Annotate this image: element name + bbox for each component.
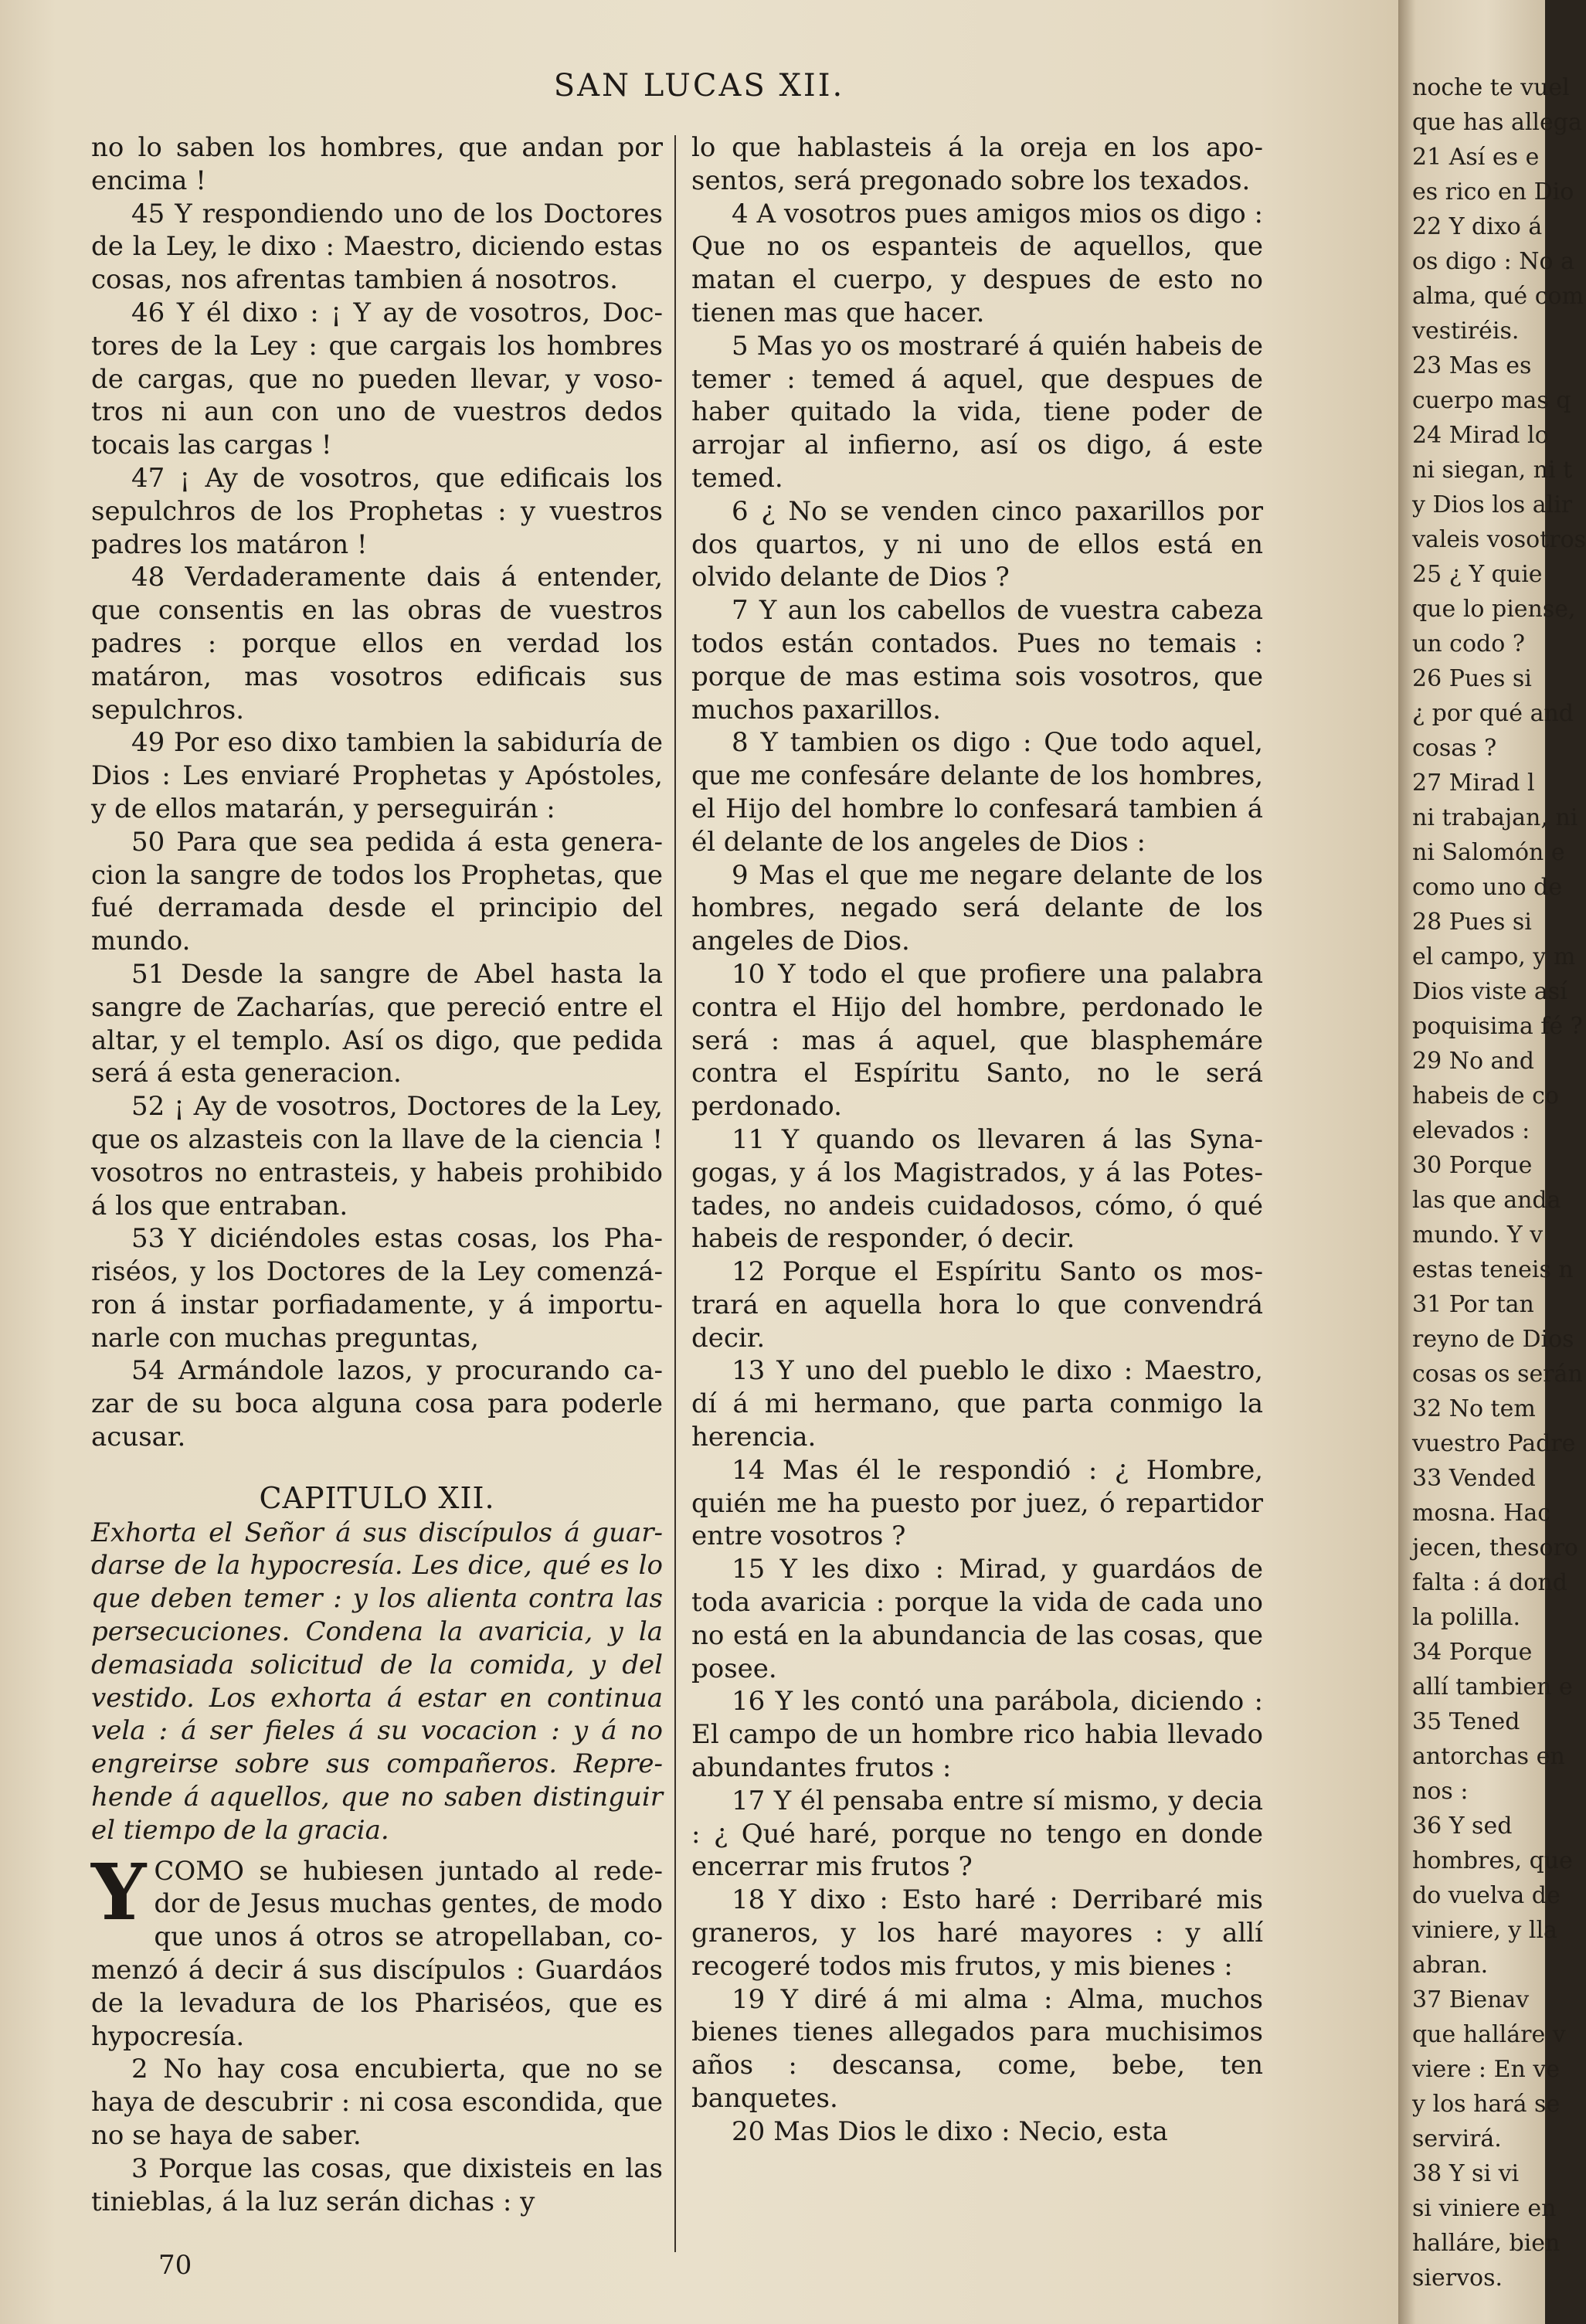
adjacent-page-line: viniere, y lla — [1412, 1917, 1557, 1944]
verse-paragraph: 49 Por eso dixo tambien la sabiduría de Dios : Les enviaré Prophetas y Apóstoles, y de ellos matarán, y perseguirán : — [91, 727, 663, 824]
verse-paragraph: 12 Porque el Espíritu Santo os mostrará en aquella hora lo que convendrá decir. — [691, 1256, 1263, 1354]
verse-paragraph: 5 Mas yo os mostraré á quién habeis de temer : temed á aquel, que despues de haber quitado la vida, tiene poder de arrojar al infierno, así os digo, á este temed. — [691, 330, 1263, 494]
verse-paragraph: 9 Mas el que me negare delante de los hombres, negado será delante de los angeles de Dios. — [691, 859, 1263, 957]
adjacent-page-line: y Dios los alir — [1412, 491, 1573, 518]
adjacent-page-line: y los hará se — [1412, 2091, 1561, 2118]
adjacent-page-line: cosas ? — [1412, 735, 1497, 762]
verse-paragraph: 2 No hay cosa encubierta, que no se haya de descubrir : ni cosa escondida, que no se haya de saber. — [91, 2054, 663, 2152]
chapter-summary: Exhorta el Señor á sus discípulos á guardarse de la hypocresía. Les dice, qué es lo que deben temer : y los alienta contra las persecuciones. Condena la avaricia, y la demasiada solicitud de la comida, y del vestido. Los exhorta á estar en continua vela : á ser fieles á su vocacion : y á no engreirse sobre sus compañeros. Reprehende á aquellos, que no saben distinguir el tiempo de la gracia. — [91, 1517, 663, 1846]
adjacent-page-line: 25 ¿ Y quie — [1412, 561, 1543, 588]
column-divider — [674, 135, 676, 2252]
verse-paragraph: 54 Armándole lazos, y procurando cazar de su boca alguna cosa para poderle acusar. — [91, 1355, 663, 1453]
verse-paragraph: 52 ¡ Ay de vosotros, Doctores de la Ley, que os alzasteis con la llave de la ciencia ! vosotros no entrasteis, y habeis prohibido á los que entraban. — [91, 1091, 663, 1221]
first-verse — [91, 1846, 663, 2054]
verses-before-chapter — [91, 131, 663, 1454]
verse-paragraph: 46 Y él dixo : ¡ Y ay de vosotros, Doctores de la Ley : que cargais los hombres de cargas, que no pueden llevar, y vosotros ni aun con uno de vuestros dedos tocais las cargas ! — [91, 297, 663, 461]
adjacent-page-line: que lo piense, — [1412, 596, 1576, 623]
verse-paragraph: 16 Y les contó una parábola, diciendo : El campo de un hombre rico habia llevado abundantes frutos : — [691, 1686, 1263, 1784]
adjacent-page-line: halláre, bien — [1412, 2230, 1561, 2257]
verse-paragraph: 20 Mas Dios le dixo : Necio, esta — [732, 2115, 1168, 2147]
verses-after-chapter — [91, 2053, 663, 2218]
adjacent-page-edge — [1398, 0, 1586, 2324]
adjacent-page-line: viere : En ve — [1412, 2056, 1561, 2083]
adjacent-page-line: antorchas en — [1412, 1743, 1565, 1770]
page-number: 70 — [158, 2250, 192, 2281]
adjacent-page-line: falta : á dond — [1412, 1569, 1567, 1596]
adjacent-page-line: ¿ por qué and — [1412, 700, 1574, 727]
adjacent-page-line: habeis de co — [1412, 1082, 1560, 1109]
adjacent-page-line: 23 Mas es — [1412, 352, 1532, 379]
adjacent-page-line: las que anda — [1412, 1187, 1561, 1214]
adjacent-page-line: os digo : No a — [1412, 248, 1574, 275]
adjacent-page-line: 29 No and — [1412, 1048, 1534, 1075]
verse-paragraph: 10 Y todo el que profiere una palabra contra el Hijo del hombre, perdonado le será : mas á aquel, que blasphemáre contra el Espíritu Santo, no le será perdonado. — [691, 958, 1263, 1123]
verse-paragraph: 8 Y tambien os digo : Que todo aquel, que me confesáre delante de los hombres, el Hijo del hombre lo confesará tambien á él delante de los angeles de Dios : — [691, 727, 1263, 858]
adjacent-page-line: un codo ? — [1412, 630, 1525, 657]
adjacent-page-line: vestiréis. — [1412, 318, 1520, 345]
adjacent-page-line: 34 Porque — [1412, 1639, 1533, 1666]
verse-paragraph: 17 Y él pensaba entre sí mismo, y decia : ¿ Qué haré, porque no tengo en donde encerrar mis frutos ? — [691, 1785, 1263, 1883]
adjacent-page-line: 35 Tened — [1412, 1708, 1520, 1735]
adjacent-page-line: 26 Pues si — [1412, 665, 1532, 692]
adjacent-page-line: ni trabajan, ni — [1412, 804, 1578, 831]
running-header: SAN LUCAS XII. — [553, 68, 845, 104]
adjacent-page-line: cosas os serán — [1412, 1361, 1583, 1388]
verse-paragraph: 14 Mas él le respondió : ¿ Hombre, quién me ha puesto por juez, ó repartidor entre vosotros ? — [691, 1454, 1263, 1552]
adjacent-page-line: hombres, que — [1412, 1847, 1573, 1874]
verse-paragraph: 51 Desde la sangre de Abel hasta la sangre de Zacharías, que pereció entre el altar, y el templo. Así os digo, que pedida será á esta generacion. — [91, 958, 663, 1089]
adjacent-page-line: elevados : — [1412, 1117, 1530, 1144]
verse-paragraph: 45 Y respondiendo uno de los Doctores de la Ley, le dixo : Maestro, diciendo estas cosas, nos afrentas tambien á nosotros. — [91, 198, 663, 296]
verse-paragraph: 47 ¡ Ay de vosotros, que edificais los sepulchros de los Prophetas : y vuestros padres los matáron ! — [91, 462, 663, 560]
verse-paragraph: 6 ¿ No se venden cinco paxarillos por dos quartos, y ni uno de ellos está en olvido delante de Dios ? — [691, 495, 1263, 593]
verse-paragraph: 53 Y diciéndoles estas cosas, los Phariséos, y los Doctores de la Ley comenzáron á instar porfiadamente, y á importunarle con muchas preguntas, — [91, 1223, 663, 1354]
left-column — [91, 131, 663, 2218]
first-verse-text: COMO se hubiesen juntado al rededor de Jesus muchas gentes, de modo que unos á otros se atropellaban, comenzó á decir á sus discípulos : Guardáos de la levadura de los Phariséos, que es hypocresía. — [91, 1855, 663, 2052]
verse-paragraph: 4 A vosotros pues amigos mios os digo : Que no os espanteis de aquellos, que matan el cuerpo, y despues de esto no tienen mas que hacer. — [691, 198, 1263, 328]
verse-paragraph: 18 Y dixo : Esto haré : Derribaré mis graneros, y los haré mayores : y allí recogeré todos mis frutos, y mis bienes : — [691, 1884, 1263, 1982]
verse-paragraph: 15 Y les dixo : Mirad, y guardáos de toda avaricia : porque la vida de cada uno no está en la abundancia de las cosas, que posee. — [691, 1554, 1263, 1684]
adjacent-page-line: 32 No tem — [1412, 1395, 1536, 1422]
adjacent-page-line: valeis vosotros — [1412, 526, 1586, 553]
adjacent-page-line: el campo, y m — [1412, 943, 1576, 970]
adjacent-page-line: 33 Vended — [1412, 1465, 1536, 1492]
verse-paragraph: 19 Y diré á mi alma : Alma, muchos bienes tienes allegados para muchisimos años : descansa, come, bebe, ten banquetes. — [691, 1983, 1263, 2115]
verse-paragraph: 13 Y uno del pueblo le dixo : Maestro, dí á mi hermano, que parta conmigo la herencia. — [691, 1355, 1263, 1453]
adjacent-page-line: la polilla. — [1412, 1604, 1521, 1631]
verse-paragraph: lo que hablasteis á la oreja en los aposentos, será pregonado sobre los texados. — [691, 132, 1263, 196]
verse-paragraph: 50 Para que sea pedida á esta generacion la sangre de todos los Prophetas, que fué derramada desde el principio del mundo. — [91, 826, 663, 957]
adjacent-page-line: 38 Y si vi — [1412, 2160, 1520, 2187]
adjacent-page-line: 28 Pues si — [1412, 909, 1532, 936]
verse-paragraph: 11 Y quando os llevaren á las Synagogas, y á los Magistrados, y á las Potestades, no andeis cuidadosos, cómo, ó qué habeis de responder, ó decir. — [691, 1123, 1263, 1255]
right-column — [691, 131, 1263, 2149]
adjacent-page-line: noche te vuel — [1412, 74, 1570, 101]
adjacent-page-line: Dios viste así — [1412, 978, 1567, 1005]
adjacent-page-line: poquisima fé ? — [1412, 1013, 1583, 1040]
adjacent-page-line: do vuelva de — [1412, 1882, 1561, 1909]
verse-paragraph: no lo saben los hombres, que andan por encima ! — [91, 132, 663, 196]
adjacent-page-line: estas teneis n — [1412, 1256, 1574, 1283]
adjacent-page-line: que halláre v — [1412, 2021, 1566, 2048]
verse-paragraph: 3 Porque las cosas, que dixisteis en las tinieblas, á la luz serán dichas : y — [91, 2152, 663, 2217]
adjacent-page-line: mosna. Hac — [1412, 1500, 1551, 1527]
adjacent-page-line: 31 Por tan — [1412, 1291, 1534, 1318]
chapter-title: CAPITULO XII. — [259, 1480, 495, 1515]
adjacent-page-line: 22 Y dixo á — [1412, 213, 1543, 240]
adjacent-page-line: nos : — [1412, 1778, 1469, 1805]
adjacent-page-line: reyno de Dios — [1412, 1326, 1574, 1353]
adjacent-page-line: abran. — [1412, 1952, 1489, 1979]
adjacent-page-line: 30 Porque — [1412, 1152, 1533, 1179]
adjacent-page-line: allí tambien e — [1412, 1673, 1573, 1701]
adjacent-page-line: mundo. Y v — [1412, 1221, 1544, 1249]
adjacent-page-line: 27 Mirad l — [1412, 770, 1535, 797]
adjacent-page-line: vuestro Padre — [1412, 1430, 1576, 1457]
adjacent-page-line: ni Salomón e — [1412, 839, 1565, 866]
adjacent-page-line: servirá. — [1412, 2125, 1502, 2152]
adjacent-page-line: 21 Así es e — [1412, 144, 1540, 171]
adjacent-page-line: si viniere en — [1412, 2195, 1557, 2222]
adjacent-page-line: ni siegan, ni t — [1412, 457, 1573, 484]
adjacent-page-line: como uno de — [1412, 874, 1563, 901]
adjacent-page-line: es rico en Dio — [1412, 178, 1574, 206]
verse-paragraph: 7 Y aun los cabellos de vuestra cabeza todos están contados. Pues no temais : porque de mas estima sois vosotros, que muchos paxarillos. — [691, 595, 1263, 725]
adjacent-page-line: jecen, thesoro — [1412, 1534, 1578, 1561]
adjacent-page-line: 37 Bienav — [1412, 1986, 1530, 2013]
adjacent-page-line: que has allega — [1412, 109, 1582, 136]
adjacent-page-line: alma, qué com — [1412, 283, 1584, 310]
adjacent-page-line: 36 Y sed — [1412, 1813, 1513, 1840]
verse-paragraph: 48 Verdaderamente dais á entender, que consentis en las obras de vuestros padres : porque ellos en verdad los matáron, mas vosotros edificais sus sepulchros. — [91, 562, 663, 725]
adjacent-page-line: 24 Mirad lo — [1412, 422, 1549, 449]
adjacent-page-line: siervos. — [1412, 2265, 1503, 2292]
adjacent-page-line: cuerpo mas q — [1412, 387, 1571, 414]
drop-cap-letter: Y — [91, 1846, 147, 1938]
